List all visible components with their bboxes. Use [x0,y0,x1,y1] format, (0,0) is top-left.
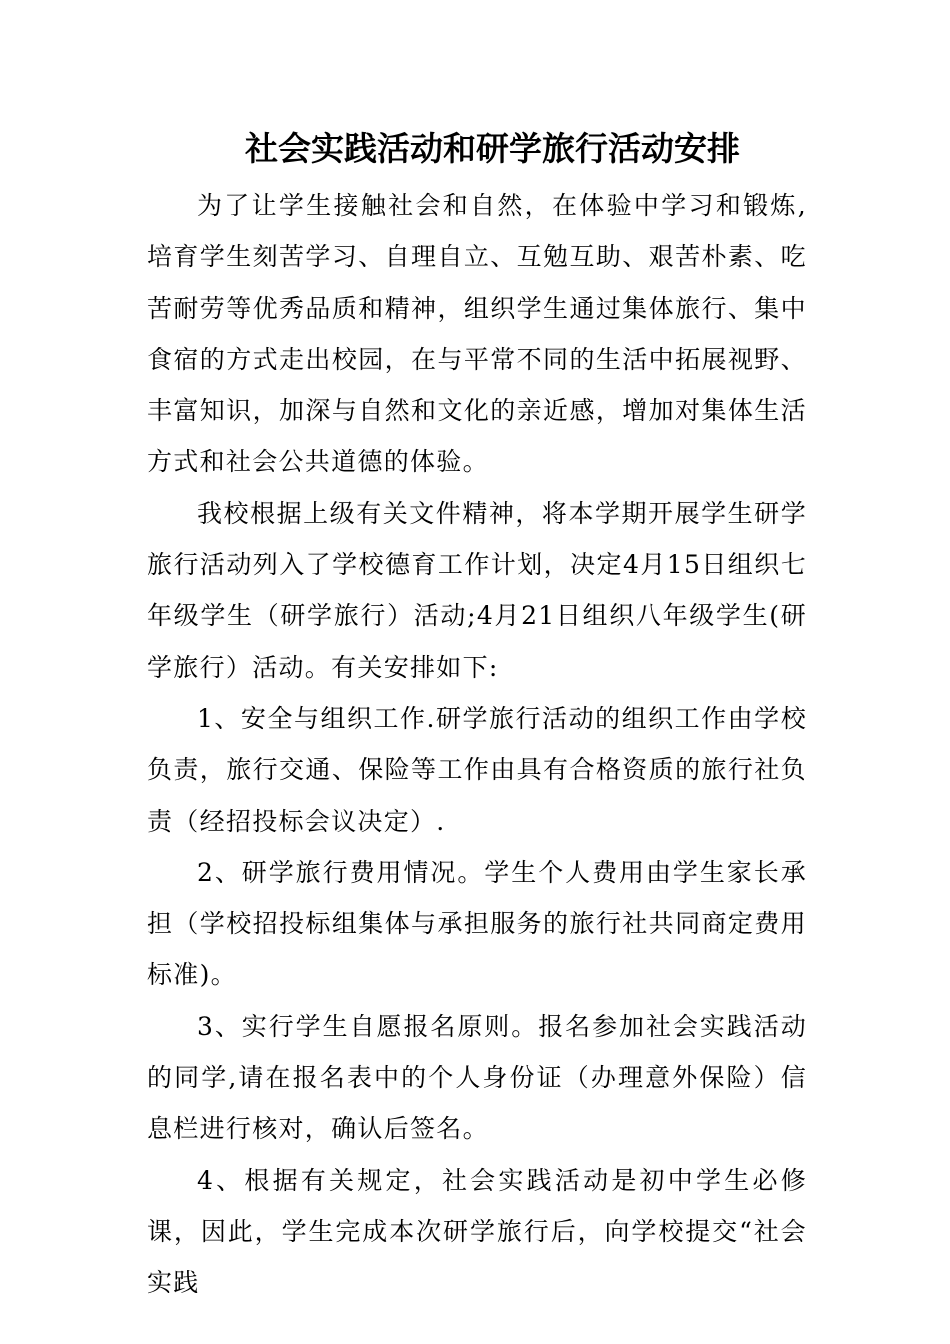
paragraph-item-2: 2、研学旅行费用情况。学生个人费用由学生家长承担（学校招投标组集体与承担服务的旅行社共同商定费用标准)。 [147,857,807,990]
document-body [147,180,807,1309]
paragraph-item-3: 3、实行学生自愿报名原则。报名参加社会实践活动的同学,请在报名表中的个人身份证（办理意外保险）信息栏进行核对，确认后签名。 [147,1011,807,1144]
paragraph-item-4: 4、根据有关规定，社会实践活动是初中学生必修课，因此，学生完成本次研学旅行后，向学校提交“社会实践 [147,1165,807,1298]
paragraph-item-1: 1、安全与组织工作.研学旅行活动的组织工作由学校负责，旅行交通、保险等工作由具有合格资质的旅行社负责（经招投标会议决定）. [147,703,807,836]
document-title: 社会实践活动和研学旅行活动安排 [245,129,740,168]
paragraph-plan: 我校根据上级有关文件精神，将本学期开展学生研学旅行活动列入了学校德育工作计划，决定4月15日组织七年级学生（研学旅行）活动;4月21日组织八年级学生(研学旅行）活动。有关安排如下: [147,498,807,682]
paragraph-intro: 为了让学生接触社会和自然，在体验中学习和锻炼,培育学生刻苦学习、自理自立、互勉互助、艰苦朴素、吃苦耐劳等优秀品质和精神，组织学生通过集体旅行、集中食宿的方式走出校园，在与平常不同的生活中拓展视野、丰富知识，加深与自然和文化的亲近感，增加对集体生活方式和社会公共道德的体验。 [147,191,807,477]
